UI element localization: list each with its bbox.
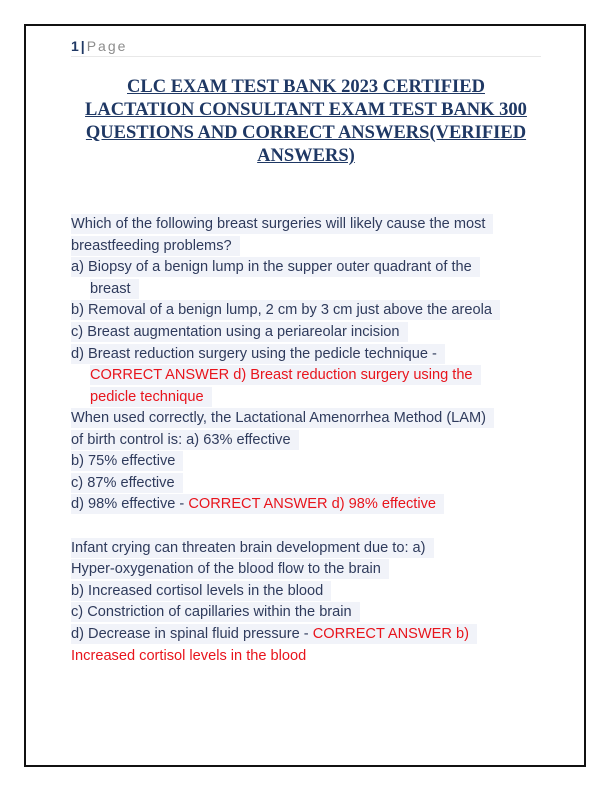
question-3-option-d-text: d) Decrease in spinal fluid pressure - xyxy=(71,626,313,642)
question-3-line-1: Infant crying can threaten brain development due to: a) xyxy=(71,538,434,558)
question-2-option-d xyxy=(71,494,444,514)
question-2-option-d-text: d) 98% effective - xyxy=(71,496,189,512)
question-1-option-a: a) Biopsy of a benign lump in the supper outer quadrant of the xyxy=(71,257,480,277)
question-1-line-1: Which of the following breast surgeries will likely cause the most xyxy=(71,214,493,234)
question-3-option-b: b) Increased cortisol levels in the blood xyxy=(71,581,331,601)
question-1-option-c: c) Breast augmentation using a periareolar incision xyxy=(71,322,408,342)
question-2-option-b: b) 75% effective xyxy=(71,451,183,471)
question-2-line-2: of birth control is: a) 63% effective xyxy=(71,430,299,450)
question-1-answer-line-1: CORRECT ANSWER d) Breast reduction surgery using the xyxy=(90,365,481,385)
question-3-answer-line-2: Increased cortisol levels in the blood xyxy=(71,648,307,664)
page-header xyxy=(71,36,541,57)
question-1-option-a-cont: breast xyxy=(90,279,139,299)
question-2-answer: CORRECT ANSWER d) 98% effective xyxy=(188,496,436,512)
question-1-answer-line-2: pedicle technique xyxy=(90,387,212,407)
question-1-option-b: b) Removal of a benign lump, 2 cm by 3 cm just above the areola xyxy=(71,300,500,320)
question-3-option-c: c) Constriction of capillaries within the brain xyxy=(71,602,360,622)
question-3-line-2: Hyper-oxygenation of the blood flow to the brain xyxy=(71,559,389,579)
page-label: Page xyxy=(86,38,128,54)
question-3-answer-line-1: CORRECT ANSWER b) xyxy=(312,626,469,642)
question-1-option-d: d) Breast reduction surgery using the pedicle technique - xyxy=(71,344,445,364)
question-2-option-c: c) 87% effective xyxy=(71,473,183,493)
question-2-line-1: When used correctly, the Lactational Amenorrhea Method (LAM) xyxy=(71,408,494,428)
page-separator: | xyxy=(80,38,85,54)
page-number: 1 xyxy=(71,38,79,54)
document-title: CLC EXAM TEST BANK 2023 CERTIFIED LACTATION CONSULTANT EXAM TEST BANK 300 QUESTIONS AND CORRECT ANSWERS(VERIFIED ANSWERS) xyxy=(85,77,527,166)
question-1-line-2: breastfeeding problems? xyxy=(71,236,240,256)
question-3-option-d xyxy=(71,624,477,644)
